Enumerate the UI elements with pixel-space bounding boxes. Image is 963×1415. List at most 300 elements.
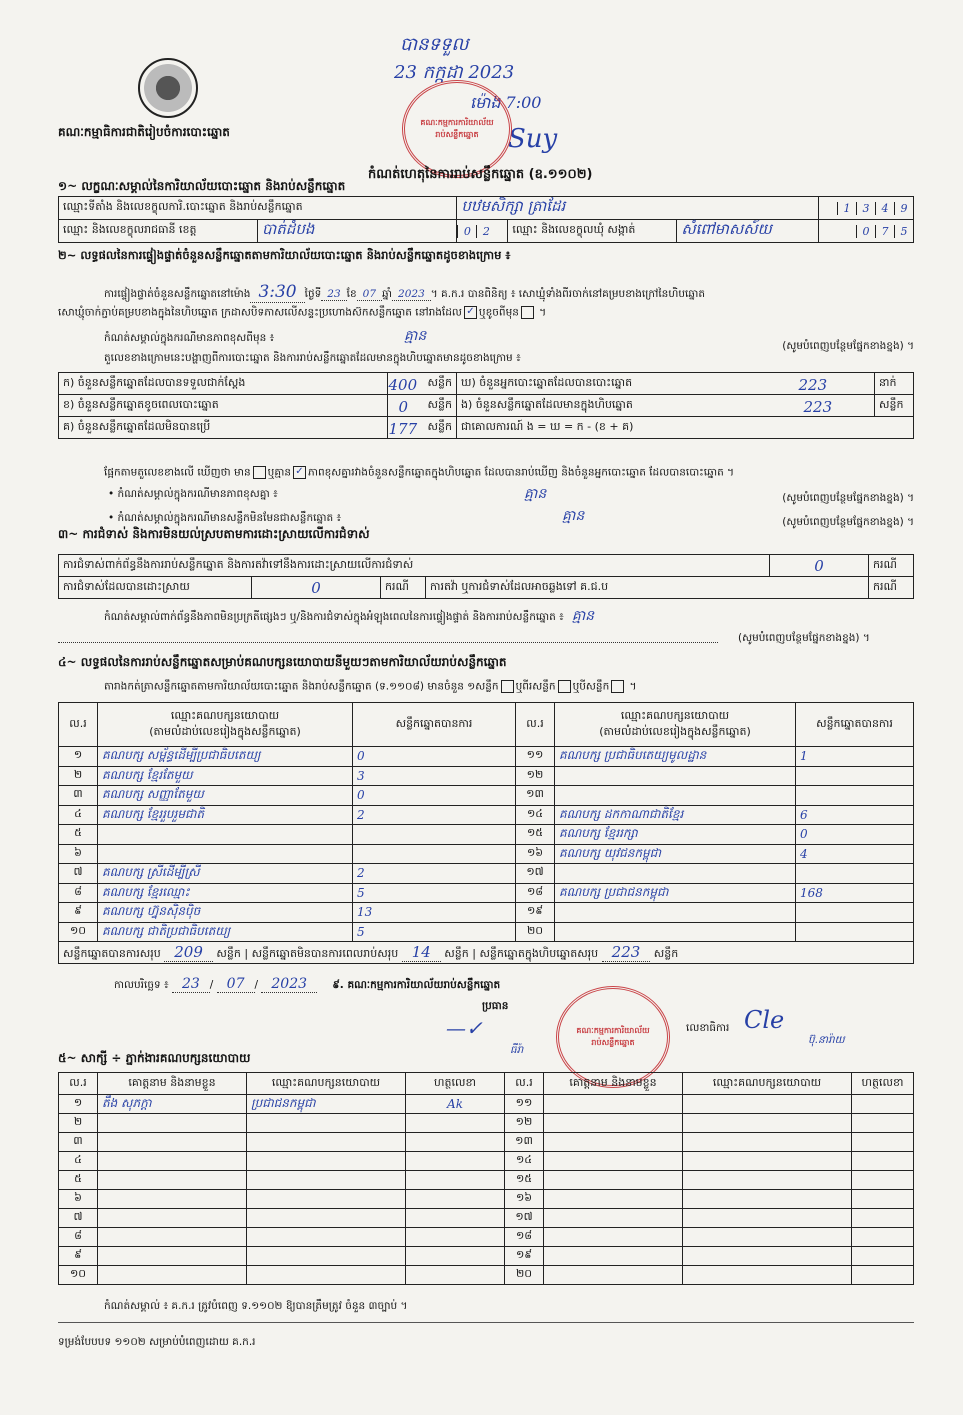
- party-votes: 5: [353, 922, 516, 942]
- fill-note: (សូមបំពេញបន្ថែមផ្នែកខាងខ្នង) ។: [782, 492, 914, 504]
- col-name: គោត្តនាម និងនាមខ្លួន: [544, 1073, 683, 1095]
- tally-intro: តារាងកត់ត្រាសន្លឹកឆ្នោតតាមការិយាល័យបោះឆ្នោត និងរាប់សន្លឹកឆ្នោត (ទ.១១០៨) មានចំនួន ១សន្លឹក: [104, 680, 499, 693]
- row-no: ១៩: [505, 1247, 544, 1266]
- witness-name: [98, 1152, 247, 1171]
- witness-party: [683, 1209, 852, 1228]
- witness-name: តឹង សុភក្តា: [98, 1095, 247, 1114]
- party-votes: [796, 903, 914, 923]
- irregularity-fill-note: (សូមបំពេញបន្ថែមផ្នែកខាងខ្នង) ។: [738, 632, 870, 644]
- witness-signature: [852, 1114, 914, 1133]
- subtitle-line: តួលេខខាងក្រោមនេះបង្ហាញពីការបោះឆ្នោត និងការរាប់សន្លឹកឆ្នោតដែលមានក្នុងហិបឆ្នោតមានដូចខាងក្រោម ៖: [104, 352, 521, 364]
- totals-row: សន្លឹកឆ្នោតបានការសរុប 209 សន្លឹក | សន្លឹកឆ្នោតមិនបានការពេលរាប់សរុប 14 សន្លឹក | សន្លឹកឆ្នោតក្នុងហិបឆ្នោតសរុប 223 សន្លឹក: [59, 942, 914, 964]
- month-value: 07: [357, 288, 382, 301]
- witness-name: [544, 1190, 683, 1209]
- location-value: បឋមសិក្សា ត្រាដែរ: [457, 197, 819, 220]
- party-name: [555, 922, 796, 942]
- party-votes: 5: [353, 883, 516, 903]
- witness-name: [98, 1133, 247, 1152]
- col-sign: ហត្ថលេខា: [406, 1073, 505, 1095]
- secretary-name: ប៊ុ.នារ៉ាយ: [808, 1034, 845, 1046]
- unit-case: ករណី: [869, 555, 914, 577]
- witness-name: [544, 1095, 683, 1114]
- count-table: [58, 372, 914, 439]
- total-valid-label: សន្លឹកឆ្នោតបានការសរុប: [63, 946, 161, 960]
- province-value: បាត់ដំបង: [258, 220, 457, 243]
- form-title: កំណត់ហេតុនៃការរាប់សន្លឹកឆ្នោត (ឧ.១១០២): [368, 167, 593, 182]
- witness-name: [98, 1247, 247, 1266]
- president-label: ប្រធាន: [482, 1000, 509, 1012]
- table-row: [59, 786, 914, 806]
- one-sheet-checkbox[interactable]: [501, 680, 514, 693]
- row-no: ៣: [59, 786, 98, 806]
- witness-party: [683, 1095, 852, 1114]
- witness-name: [544, 1171, 683, 1190]
- party-name: គណបក្ស ដកកាណាជាតិខ្មែរ: [555, 805, 796, 825]
- check-time-label: ការផ្ទៀងផ្ទាត់ចំនួនសន្លឹកឆ្នោតនៅម៉ោង: [104, 288, 251, 300]
- code-digit: 1: [837, 202, 856, 215]
- party-votes: [353, 844, 516, 864]
- bullet1-value: គ្មាន: [524, 486, 547, 502]
- code-digit: 4: [875, 202, 894, 215]
- witness-name: [544, 1247, 683, 1266]
- table-row: [59, 1114, 914, 1133]
- province-label: ឈ្មោះ និងលេខក្ខុលរាជធានី ខេត្ត: [59, 220, 258, 243]
- code-digit: 0: [856, 225, 875, 238]
- broken-label: ឬខូចពីមុន: [478, 306, 519, 319]
- col-party: [555, 703, 796, 747]
- total-valid-value: 209: [164, 943, 213, 962]
- witness-signature: [406, 1114, 505, 1133]
- witness-party: [683, 1190, 852, 1209]
- party-name: [555, 903, 796, 923]
- location-code: [819, 197, 914, 220]
- unit-sheet: សន្លឹក: [875, 395, 914, 417]
- in-box-label-text: ង) ចំនួនសន្លឹកឆ្នោតដែលមានក្នុងហិបឆ្នោត: [461, 397, 633, 411]
- code-digit: 7: [875, 225, 894, 238]
- president-name: ធីរ៉ា: [510, 1044, 524, 1056]
- table-row: [59, 883, 914, 903]
- received-date: 23 កក្កដា 2023: [394, 62, 515, 83]
- row-no: ១១: [505, 1095, 544, 1114]
- section5-title: ៥~ សាក្សី ÷ ភ្នាក់ងារគណបក្សនយោបាយ: [58, 1051, 251, 1065]
- footer-divider: [58, 1322, 914, 1323]
- irregularity-line: [104, 606, 594, 627]
- witness-name: [98, 1209, 247, 1228]
- col-party: ឈ្មោះគណបក្សនយោបាយ: [683, 1073, 852, 1095]
- three-sheet-label: ឬបីសន្លឹក: [572, 680, 610, 693]
- results-table: [58, 702, 914, 964]
- row-no: ១៨: [505, 1228, 544, 1247]
- row-no: ១៤: [505, 1152, 544, 1171]
- party-name: គណបក្ស ខ្មែររក្សា: [555, 825, 796, 845]
- party-name: [555, 786, 796, 806]
- party-votes: 0: [353, 786, 516, 806]
- witness-signature: [852, 1171, 914, 1190]
- fill-note: (សូមបំពេញបន្ថែមផ្នែកខាងខ្នង) ។: [782, 516, 914, 528]
- witness-signature: [406, 1133, 505, 1152]
- party-name: [555, 766, 796, 786]
- irregularity-label: កំណត់សម្គាល់ពាក់ព័ន្ធនឹងភាពមិនប្រក្រតីផ្សេងៗ ឬ/និងការជំទាស់ក្នុងអំឡុងពេលនៃការផ្ទៀងផ្ទាត់ និងការរាប់សន្លឹកឆ្នោត ៖: [104, 611, 564, 623]
- witness-name: [544, 1133, 683, 1152]
- party-name: គណបក្ស ខ្មែរឈ្មោះ: [98, 883, 353, 903]
- col-sign: ហត្ថលេខា: [852, 1073, 914, 1095]
- unit-sheet: សន្លឹក: [388, 373, 457, 395]
- row-no: ១០: [59, 922, 98, 942]
- col-party-sub: (តាមលំដាប់លេខរៀងក្នុងសន្លឹកឆ្នោត): [599, 724, 751, 738]
- witness-party: [247, 1152, 406, 1171]
- row-no: ៩: [59, 903, 98, 923]
- party-name: គណបក្ស សម្ព័ន្ធដើម្បីប្រជាធិបតេយ្យ: [98, 747, 353, 767]
- received-signature: Suy: [508, 124, 558, 154]
- col-name: គោត្តនាម និងនាមខ្លួន: [98, 1073, 247, 1095]
- year-label: ឆ្នាំ: [382, 288, 393, 300]
- witness-signature: Ak: [406, 1095, 505, 1114]
- witness-party: [247, 1266, 406, 1285]
- row-no: ៩: [59, 1247, 98, 1266]
- party-votes: [796, 922, 914, 942]
- fill-note: (សូមបំពេញបន្ថែមផ្នែកខាងខ្នង) ។: [782, 340, 914, 352]
- discrepancy-line: [104, 466, 734, 482]
- org-name: គណៈកម្មាធិការជាតិរៀបចំការបោះឆ្នោត: [58, 125, 230, 139]
- unit-sheet: សន្លឹក: [216, 946, 241, 960]
- discrepancy-text: ភាពខុសគ្នារវាងចំនួនសន្លឹកឆ្នោតក្នុងហិបឆ្នោត ដែលបានរាប់ឃើញ និងចំនួនអ្នកបោះឆ្នោត ដែលបានបោះឆ្នោត ។: [307, 466, 735, 479]
- unit-sheet: សន្លឹក: [444, 946, 469, 960]
- witness-signature: [406, 1171, 505, 1190]
- party-votes: [796, 766, 914, 786]
- witness-party: [247, 1171, 406, 1190]
- seal-line: សោឃ្មុំចាក់ភ្ជាប់គម្របខាងក្នុងនៃហិបឆ្នោត ក្រដាសបិទភាសលើសន្ទះប្រហោងស៊កសន្លឹកឆ្នោត នៅរាងដែល ✓ ឬខូចពីមុន ។: [58, 306, 547, 319]
- section1-title: ១~ លក្ខណៈសម្គាល់នៃការិយាល័យបោះឆ្នោត និងរាប់សន្លឹកឆ្នោត: [58, 179, 346, 193]
- has-discrepancy-checkbox[interactable]: [253, 466, 266, 479]
- date-month: 07: [217, 976, 255, 993]
- date-label: កាលបរិច្ឆេទ ៖: [114, 979, 169, 991]
- commune-code: [819, 220, 914, 243]
- table-row: [59, 1247, 914, 1266]
- witness-name: [98, 1114, 247, 1133]
- footnote: កំណត់សម្គាល់ ៖ គ.ក.រ ត្រូវបំពេញ ទ.១១០២ ឱ្យបានត្រឹមត្រូវ ចំនួន ៣ច្បាប់ ។: [104, 1300, 408, 1312]
- col-no: ល.រ: [59, 1073, 98, 1095]
- seal-text: សោឃ្មុំចាក់ភ្ជាប់គម្របខាងក្នុងនៃហិបឆ្នោត ក្រដាសបិទភាសលើសន្ទះប្រហោងស៊កសន្លឹកឆ្នោត នៅរាងដែល: [58, 306, 462, 319]
- col-party-title: ឈ្មោះគណបក្សនយោបាយ: [170, 708, 280, 722]
- witness-signature: [852, 1266, 914, 1285]
- witness-party: [247, 1228, 406, 1247]
- witness-party: [247, 1114, 406, 1133]
- received-time: ម៉ោង 7:00: [470, 93, 542, 112]
- unit-case: ករណី: [381, 577, 426, 599]
- witness-signature: [406, 1266, 505, 1285]
- witness-signature: [852, 1095, 914, 1114]
- party-votes: 2: [353, 805, 516, 825]
- date-day: 23: [172, 976, 210, 993]
- party-name: គណបក្ស យុវជនកម្ពុជា: [555, 844, 796, 864]
- witness-table: [58, 1072, 914, 1285]
- table-row: [59, 903, 914, 923]
- spoiled-label-text: ខ) ចំនួនសន្លឹកឆ្នោតខូចពេលបោះឆ្នោត: [63, 397, 219, 411]
- total-invalid-label: សន្លឹកឆ្នោតមិនបានការពេលរាប់សរុប: [251, 946, 399, 960]
- table-row: [59, 1228, 914, 1247]
- president-signature: —✓: [446, 1016, 483, 1040]
- voters-label: [457, 373, 875, 395]
- row-no: ១៨: [516, 883, 555, 903]
- col-no: ល.រ: [516, 703, 555, 747]
- col-votes: សន្លឹកឆ្នោតបានការ: [796, 703, 914, 747]
- party-votes: 2: [353, 864, 516, 884]
- col-party: [98, 703, 353, 747]
- witness-name: [544, 1209, 683, 1228]
- witness-name: [544, 1152, 683, 1171]
- witness-party: [683, 1228, 852, 1247]
- check-time-value: 3:30: [250, 282, 304, 303]
- diff-note-line: [104, 328, 914, 352]
- witness-signature: [406, 1190, 505, 1209]
- witness-party: [247, 1133, 406, 1152]
- party-votes: 0: [353, 747, 516, 767]
- witness-party: [683, 1171, 852, 1190]
- row-no: ១៣: [505, 1133, 544, 1152]
- col-party-title: ឈ្មោះគណបក្សនយោបាយ: [620, 708, 730, 722]
- total-box-label: សន្លឹកឆ្នោតក្នុងហិបឆ្នោតសរុប: [479, 946, 599, 960]
- witness-party: [683, 1247, 852, 1266]
- party-name: គណបក្ស សញ្ញាតែមួយ: [98, 786, 353, 806]
- irregularity-fill: [58, 630, 718, 643]
- stamp-text: គណៈកម្មការការិយាល័យរាប់សន្លឹកឆ្នោត: [420, 118, 494, 139]
- bullet1-label: កំណត់សម្គាល់ក្នុងករណីមានភាពខុសគ្នា ៖: [117, 488, 278, 500]
- party-name: គណបក្ស ខ្មែររួបរួមជាតិ: [98, 805, 353, 825]
- unit-person: នាក់: [875, 373, 914, 395]
- row-no: ៦: [59, 1190, 98, 1209]
- witness-name: [98, 1171, 247, 1190]
- col-no: ល.រ: [505, 1073, 544, 1095]
- secretary-label: លេខាធិការ: [686, 1022, 730, 1034]
- row-no: ៨: [59, 1228, 98, 1247]
- witness-name: [98, 1228, 247, 1247]
- check-text: ។ គ.ក.រ បានពិនិត្យ ៖ សោឃ្មុំទាំងពីរចាក់នៅគម្របខាងក្រៅនៃហិបឆ្នោត: [430, 288, 706, 300]
- witness-signature: [852, 1133, 914, 1152]
- witness-signature: [406, 1209, 505, 1228]
- row-no: ៤: [59, 1152, 98, 1171]
- appeal-label: ការតវ៉ា ឬការជំទាស់ដែលអាចឆ្លងទៅ គ.ជ.ប: [426, 577, 869, 599]
- row-no: ១៩: [516, 903, 555, 923]
- row-no: ១៧: [505, 1209, 544, 1228]
- table-row: [59, 1209, 914, 1228]
- witness-signature: [406, 1152, 505, 1171]
- code-digit: 5: [894, 225, 913, 238]
- in-box-label: [457, 395, 875, 417]
- witness-signature: [406, 1228, 505, 1247]
- row-no: ៧: [59, 864, 98, 884]
- received-value: 400: [388, 375, 418, 394]
- voters-value: 223: [798, 375, 828, 394]
- row-no: ១៤: [516, 805, 555, 825]
- secretary-signature: Cle: [744, 1006, 785, 1034]
- month-label: ខែ: [346, 288, 357, 300]
- party-votes: [796, 864, 914, 884]
- spoiled-value: 0: [398, 397, 409, 416]
- witness-signature: [406, 1247, 505, 1266]
- party-votes: [796, 786, 914, 806]
- year-value: 2023: [392, 288, 431, 301]
- witness-party: [247, 1247, 406, 1266]
- party-name: គណបក្ស ស្រីដើម្បីស្រី: [98, 864, 353, 884]
- day-value: 23: [321, 288, 346, 301]
- party-votes: [353, 825, 516, 845]
- two-sheet-checkbox[interactable]: [558, 680, 571, 693]
- code-digit: 2: [476, 225, 495, 238]
- official-stamp-top: [402, 80, 512, 178]
- row-no: ១២: [516, 766, 555, 786]
- date-line: កាលបរិច្ឆេទ ៖ 23 / 07 / 2023 ៩. គណៈកម្មការការិយាល័យរាប់សន្លឹកឆ្នោត: [114, 976, 501, 992]
- row-no: ១៣: [516, 786, 555, 806]
- row-no: ២០: [505, 1266, 544, 1285]
- total-box-value: 223: [602, 943, 651, 962]
- commune-label: ឈ្មោះ និងលេខក្ខុលឃុំ សង្កាត់: [508, 220, 677, 243]
- witness-party: [683, 1133, 852, 1152]
- table-row: [59, 766, 914, 786]
- col-party: ឈ្មោះគណបក្សនយោបាយ: [247, 1073, 406, 1095]
- row-no: ១០: [59, 1266, 98, 1285]
- received-note: បានទទួល: [400, 34, 469, 55]
- unused-label: [59, 417, 418, 439]
- party-votes: 168: [796, 883, 914, 903]
- party-votes: 1: [796, 747, 914, 767]
- party-votes: 6: [796, 805, 914, 825]
- received-label: [59, 373, 418, 395]
- three-sheet-checkbox[interactable]: [611, 680, 624, 693]
- party-votes: 4: [796, 844, 914, 864]
- province-code: [457, 220, 508, 243]
- table-row: [59, 922, 914, 942]
- objection-table: [58, 554, 914, 599]
- table-row: [59, 825, 914, 845]
- party-name: គណបក្ស ជាតិប្រជាធិបតេយ្យ: [98, 922, 353, 942]
- code-digit: 0: [457, 225, 476, 238]
- witness-signature: [852, 1247, 914, 1266]
- section3-title: ៣~ ការជំទាស់ និងការមិនយល់ស្របតាមការដោះស្រាយលើការជំទាស់: [58, 527, 370, 541]
- row-no: ៨: [59, 883, 98, 903]
- two-sheet-label: ឬពីរសន្លឹក: [515, 680, 556, 693]
- table-row: [59, 1171, 914, 1190]
- row-no: ៦: [59, 844, 98, 864]
- in-box-value: 223: [803, 397, 833, 416]
- code-digit: 9: [894, 202, 913, 215]
- row-no: ១៥: [516, 825, 555, 845]
- table-row: [59, 844, 914, 864]
- row-no: ១៦: [516, 844, 555, 864]
- witness-name: [98, 1266, 247, 1285]
- witness-signature: [852, 1152, 914, 1171]
- table-row: [59, 1190, 914, 1209]
- objection-label: ការជំទាស់ពាក់ព័ន្ធនឹងការរាប់សន្លឹកឆ្នោត និងការតវ៉ាទៅនឹងការដោះស្រាយលើការជំទាស់: [59, 555, 770, 577]
- row-no: ២: [59, 1114, 98, 1133]
- witness-party: [683, 1152, 852, 1171]
- party-name: គណបក្ស ខ្មែរតែមួយ: [98, 766, 353, 786]
- check-time-line: [104, 282, 705, 303]
- received-label-text: ក) ចំនួនសន្លឹកឆ្នោតដែលបានទទួលជាក់ស្តែង: [63, 375, 246, 389]
- unit-sheet: សន្លឹក: [388, 395, 457, 417]
- section4-title: ៤~ លទ្ធផលនៃការរាប់សន្លឹកឆ្នោតសម្រាប់គណបក្សនយោបាយនីមួយៗតាមការិយាល័យរាប់សន្លឹកឆ្នោត: [58, 655, 507, 669]
- section2-title: ២~ លទ្ធផលនៃការផ្ទៀងផ្ទាត់ចំនួនសន្លឹកឆ្នោតតាមការិយាល័យបោះឆ្នោត និងរាប់សន្លឹកឆ្នោតដូចខាងក្រោម ៖: [58, 248, 511, 262]
- witness-signature: [852, 1209, 914, 1228]
- bullet1-line: • កំណត់សម្គាល់ក្នុងករណីមានភាពខុសគ្នា ៖ គ្មាន (សូមបំពេញបន្ថែមផ្នែកខាងខ្នង) ។: [108, 488, 914, 503]
- section1-table: [58, 196, 914, 243]
- bullet2-line: • កំណត់សម្គាល់ក្នុងករណីមានសន្លឹកមិនមែនជាសន្លឹកឆ្នោត ៖ គ្មាន (សូមបំពេញបន្ថែមផ្នែកខាងខ្នង) ។: [108, 512, 914, 527]
- intact-checkbox[interactable]: ✓: [464, 306, 477, 319]
- spoiled-label: [59, 395, 409, 417]
- footer-text: ទម្រង់បែបបទ ១១០២ សម្រាប់បំពេញដោយ គ.ក.រ: [58, 1336, 256, 1348]
- objection-value: 0: [770, 555, 869, 577]
- witness-party: [247, 1190, 406, 1209]
- witness-party: ប្រជាជនកម្ពុជា: [247, 1095, 406, 1114]
- stamp-text: គណៈកម្មការការិយាល័យរាប់សន្លឹកឆ្នោត: [576, 1026, 650, 1047]
- none-label: ឬគ្មាន: [267, 466, 291, 479]
- resolved-value: 0: [252, 577, 381, 599]
- party-name: គណបក្ស ប្រជាជនកម្ពុជា: [555, 883, 796, 903]
- witness-name: [544, 1266, 683, 1285]
- diff-note-label: កំណត់សម្គាល់ក្នុងករណីមានភាពខុសពីមុន ៖: [104, 332, 275, 344]
- emblem-logo: [138, 58, 198, 118]
- code-digit: 3: [856, 202, 875, 215]
- bullet2-value: គ្មាន: [562, 508, 585, 524]
- party-name: គណបក្ស ហ្វ៊ុនស៊ិនប៉ិច: [98, 903, 353, 923]
- diff-note-value: គ្មាន: [404, 328, 427, 344]
- row-no: ២០: [516, 922, 555, 942]
- irregularity-value: គ្មាន: [571, 608, 595, 624]
- witness-signature: [852, 1228, 914, 1247]
- witness-name: [98, 1190, 247, 1209]
- party-votes: 13: [353, 903, 516, 923]
- party-votes: 0: [796, 825, 914, 845]
- date-year: 2023: [261, 976, 317, 993]
- witness-name: [544, 1114, 683, 1133]
- table-row: [59, 747, 914, 767]
- table-row: [59, 805, 914, 825]
- table-row: [59, 1095, 914, 1114]
- row-no: ១៥: [505, 1171, 544, 1190]
- resolved-label: ការជំទាស់ដែលបានដោះស្រាយ: [59, 577, 252, 599]
- party-votes: 3: [353, 766, 516, 786]
- committee-label: ៩. គណៈកម្មការការិយាល័យរាប់សន្លឹកឆ្នោត: [332, 979, 501, 991]
- col-party-sub: (តាមលំដាប់លេខរៀងក្នុងសន្លឹកឆ្នោត): [149, 724, 301, 738]
- no-discrepancy-checkbox[interactable]: ✓: [293, 466, 306, 479]
- row-no: ១២: [505, 1114, 544, 1133]
- party-name: [98, 844, 353, 864]
- row-no: ៤: [59, 805, 98, 825]
- commune-value: សំពៅមាសស៍យ: [677, 220, 819, 243]
- unit-sheet: សន្លឹក: [388, 417, 457, 439]
- table-row: [59, 1152, 914, 1171]
- party-name: [555, 864, 796, 884]
- col-no: ល.រ: [59, 703, 98, 747]
- tally-sheets-line: តារាងកត់ត្រាសន្លឹកឆ្នោតតាមការិយាល័យបោះឆ្នោត និងរាប់សន្លឹកឆ្នោត (ទ.១១០៨) មានចំនួន ១សន្លឹក ឬពីរសន្លឹក ឬបីសន្លឹក ។: [104, 680, 637, 693]
- col-votes: សន្លឹកឆ្នោតបានការ: [353, 703, 516, 747]
- formula: ជាគោលការណ៍ ង = ឃ = ក - (ខ + គ): [457, 417, 914, 439]
- row-no: ១: [59, 747, 98, 767]
- witness-party: [247, 1209, 406, 1228]
- location-label: ឈ្មោះទីតាំង និងលេខក្ខុលការិ.បោះឆ្នោត និងរាប់សន្លឹកឆ្នោត: [59, 197, 457, 220]
- witness-party: [683, 1114, 852, 1133]
- row-no: ១: [59, 1095, 98, 1114]
- row-no: ៥: [59, 825, 98, 845]
- witness-party: [683, 1266, 852, 1285]
- row-no: ១១: [516, 747, 555, 767]
- row-no: ៥: [59, 1171, 98, 1190]
- row-no: ២: [59, 766, 98, 786]
- total-invalid-value: 14: [402, 943, 441, 962]
- row-no: ១៦: [505, 1190, 544, 1209]
- row-no: ១៧: [516, 864, 555, 884]
- party-name: [98, 825, 353, 845]
- broken-checkbox[interactable]: [521, 306, 534, 319]
